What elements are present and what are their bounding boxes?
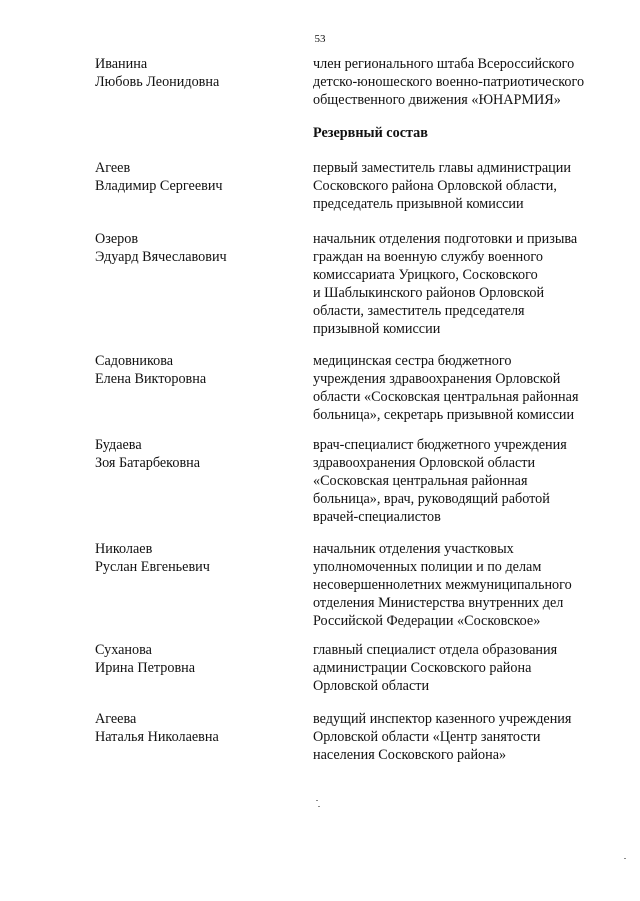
member-role xyxy=(313,540,613,630)
role-line: больница», врач, руководящий работой xyxy=(313,491,550,507)
given-names: Ирина Петровна xyxy=(95,660,196,676)
member-name xyxy=(95,710,295,746)
role-line: комиссариата Урицкого, Сосковского xyxy=(313,267,538,283)
member-role xyxy=(313,159,613,213)
role-line: врач-специалист бюджетного учреждения xyxy=(313,437,567,453)
role-line: администрации Сосковского района xyxy=(313,660,532,676)
role-line: начальник отделения участковых xyxy=(313,541,514,557)
role-line: призывной комиссии xyxy=(313,321,441,337)
member-name xyxy=(95,159,295,195)
given-names: Эдуард Вячеславович xyxy=(95,249,227,265)
role-line: председатель призывной комиссии xyxy=(313,196,524,212)
role-line: здравоохранения Орловской области xyxy=(313,455,536,471)
given-names: Наталья Николаевна xyxy=(95,729,219,745)
role-line: начальник отделения подготовки и призыва xyxy=(313,231,578,247)
member-name xyxy=(95,352,295,388)
reserve-heading: Резервный состав xyxy=(313,125,428,141)
role-line: населения Сосковского района» xyxy=(313,747,507,763)
role-line: ведущий инспектор казенного учреждения xyxy=(313,711,572,727)
member-role xyxy=(313,641,613,695)
role-line: несовершеннолетних межмуниципального xyxy=(313,577,572,593)
given-names: Елена Викторовна xyxy=(95,371,207,387)
surname: Садовникова xyxy=(95,353,174,369)
role-line: Орловской области «Центр занятости xyxy=(313,729,541,745)
role-line: главный специалист отдела образования xyxy=(313,642,558,658)
role-line: общественного движения «ЮНАРМИЯ» xyxy=(313,92,561,108)
role-line: детско-юношеского военно-патриотического xyxy=(313,74,585,90)
role-line: области, заместитель председателя xyxy=(313,303,525,319)
member-name xyxy=(95,540,295,576)
member-name xyxy=(95,641,295,677)
role-line: первый заместитель главы администрации xyxy=(313,160,571,176)
role-line: области «Сосковская центральная районная xyxy=(313,389,579,405)
member-name xyxy=(95,55,295,91)
member-role xyxy=(313,352,613,424)
surname: Озеров xyxy=(95,231,139,247)
role-line: и Шаблыкинского районов Орловской xyxy=(313,285,545,301)
surname: Агеев xyxy=(95,160,131,176)
role-line: граждан на военную службу военного xyxy=(313,249,543,265)
surname: Суханова xyxy=(95,642,152,658)
member-role xyxy=(313,710,613,764)
role-line: Сосковского района Орловской области, xyxy=(313,178,557,194)
role-line: «Сосковская центральная районная xyxy=(313,473,528,489)
role-line: Российской Федерации «Сосковское» xyxy=(313,613,541,629)
given-names: Владимир Сергеевич xyxy=(95,178,223,194)
member-name xyxy=(95,436,295,472)
role-line: отделения Министерства внутренних дел xyxy=(313,595,564,611)
surname: Иванина xyxy=(95,56,148,72)
given-names: Любовь Леонидовна xyxy=(95,74,220,90)
surname: Николаев xyxy=(95,541,153,557)
role-line: врачей-специалистов xyxy=(313,509,441,525)
role-line: медицинская сестра бюджетного xyxy=(313,353,512,369)
member-role xyxy=(313,436,613,526)
scan-speck xyxy=(318,806,320,807)
role-line: уполномоченных полиции и по делам xyxy=(313,559,542,575)
given-names: Зоя Батарбековна xyxy=(95,455,201,471)
scan-speck xyxy=(316,800,318,801)
role-line: больница», секретарь призывной комиссии xyxy=(313,407,575,423)
role-line: учреждения здравоохранения Орловской xyxy=(313,371,561,387)
given-names: Руслан Евгеньевич xyxy=(95,559,210,575)
member-name xyxy=(95,230,295,266)
role-line: член регионального штаба Всероссийского xyxy=(313,56,575,72)
surname: Агеева xyxy=(95,711,137,727)
member-role xyxy=(313,55,613,109)
page-number: 53 xyxy=(314,33,326,45)
surname: Будаева xyxy=(95,437,142,453)
scan-speck xyxy=(624,858,626,859)
role-line: Орловской области xyxy=(313,678,430,694)
member-role xyxy=(313,230,613,338)
